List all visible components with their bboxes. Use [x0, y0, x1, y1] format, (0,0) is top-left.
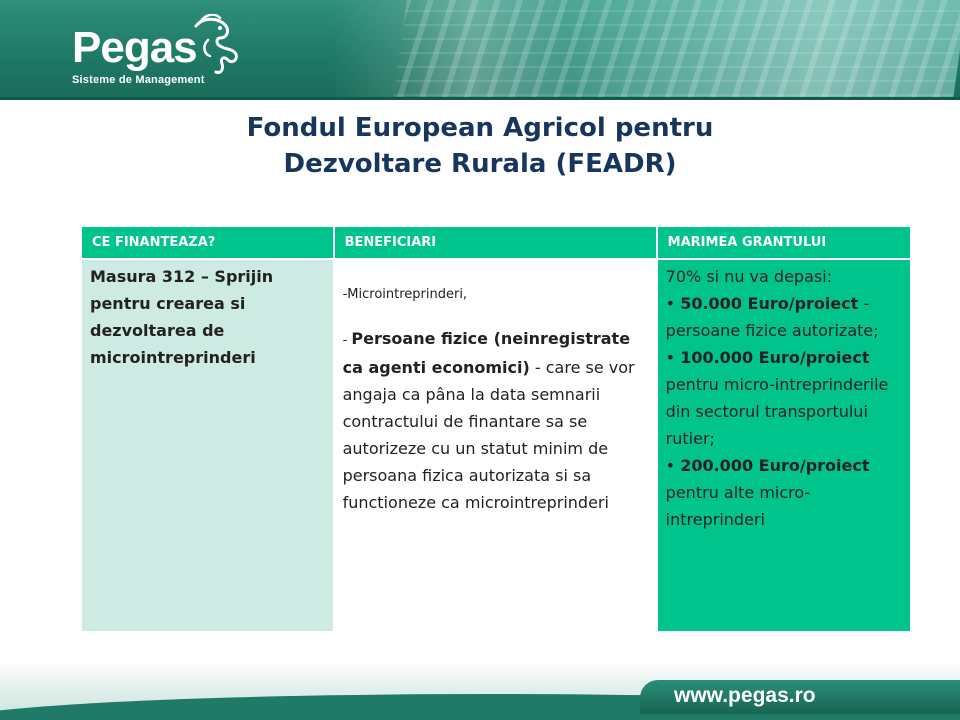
logo-brand: Pegas — [72, 23, 197, 72]
grant-item: • 200.000 Euro/proiect pentru alte micro-intreprinderi — [665, 456, 870, 529]
header-beneficiari: BENEFICIARI — [334, 226, 657, 259]
slide-title: Fondul European Agricol pentru Dezvoltare Rurala (FEADR) — [246, 113, 714, 179]
logo — [72, 23, 205, 86]
cell-measure — [81, 259, 334, 632]
beneficiary-body: - Persoane fizice (neinregistrate ca agenti economici) - care se vor angaja ca pâna la data semnarii contractului de finantare sa se autorizeze cu un statut minim de persoana fizica autorizata si sa functioneze ca microintreprinderi — [342, 329, 635, 512]
funding-table — [80, 225, 912, 633]
header-marimea-grantului: MARIMEA GRANTULUI — [657, 226, 911, 259]
footer-url: www.pegas.ro — [674, 684, 816, 707]
pegasus-horse-icon — [186, 14, 246, 80]
beneficiary-bold: Persoane fizice (neinregistrate ca agenti economici) — [342, 329, 631, 377]
beneficiary-rest: - care se vor angaja ca pâna la data semnarii contractului de finantare sa se autorizeze cu un statut minim de persoana fizica autorizata si sa functioneze ca microintreprinderi — [342, 358, 635, 512]
cell-grant-size — [657, 259, 911, 632]
table-row — [81, 259, 911, 632]
grant-item: • 100.000 Euro/proiect pentru micro-intreprinderile din sectorul transportului rutier; — [665, 348, 889, 448]
table-header-row — [81, 226, 911, 259]
header-banner — [0, 0, 960, 100]
grant-intro: 70% si nu va depasi: — [665, 267, 833, 286]
beneficiary-line1: -Microintreprinderi, — [342, 287, 468, 302]
footer-url-badge — [640, 680, 960, 714]
cell-beneficiaries — [334, 259, 657, 632]
header-ce-finanteaza: CE FINANTEAZA? — [81, 226, 334, 259]
measure-text: Masura 312 – Sprijin pentru crearea si dezvoltarea de microintreprinderi — [90, 267, 274, 367]
logo-tagline: Sisteme de Management — [72, 74, 205, 86]
grant-item: • 50.000 Euro/proiect - persoane fizice autorizate; — [665, 294, 879, 340]
